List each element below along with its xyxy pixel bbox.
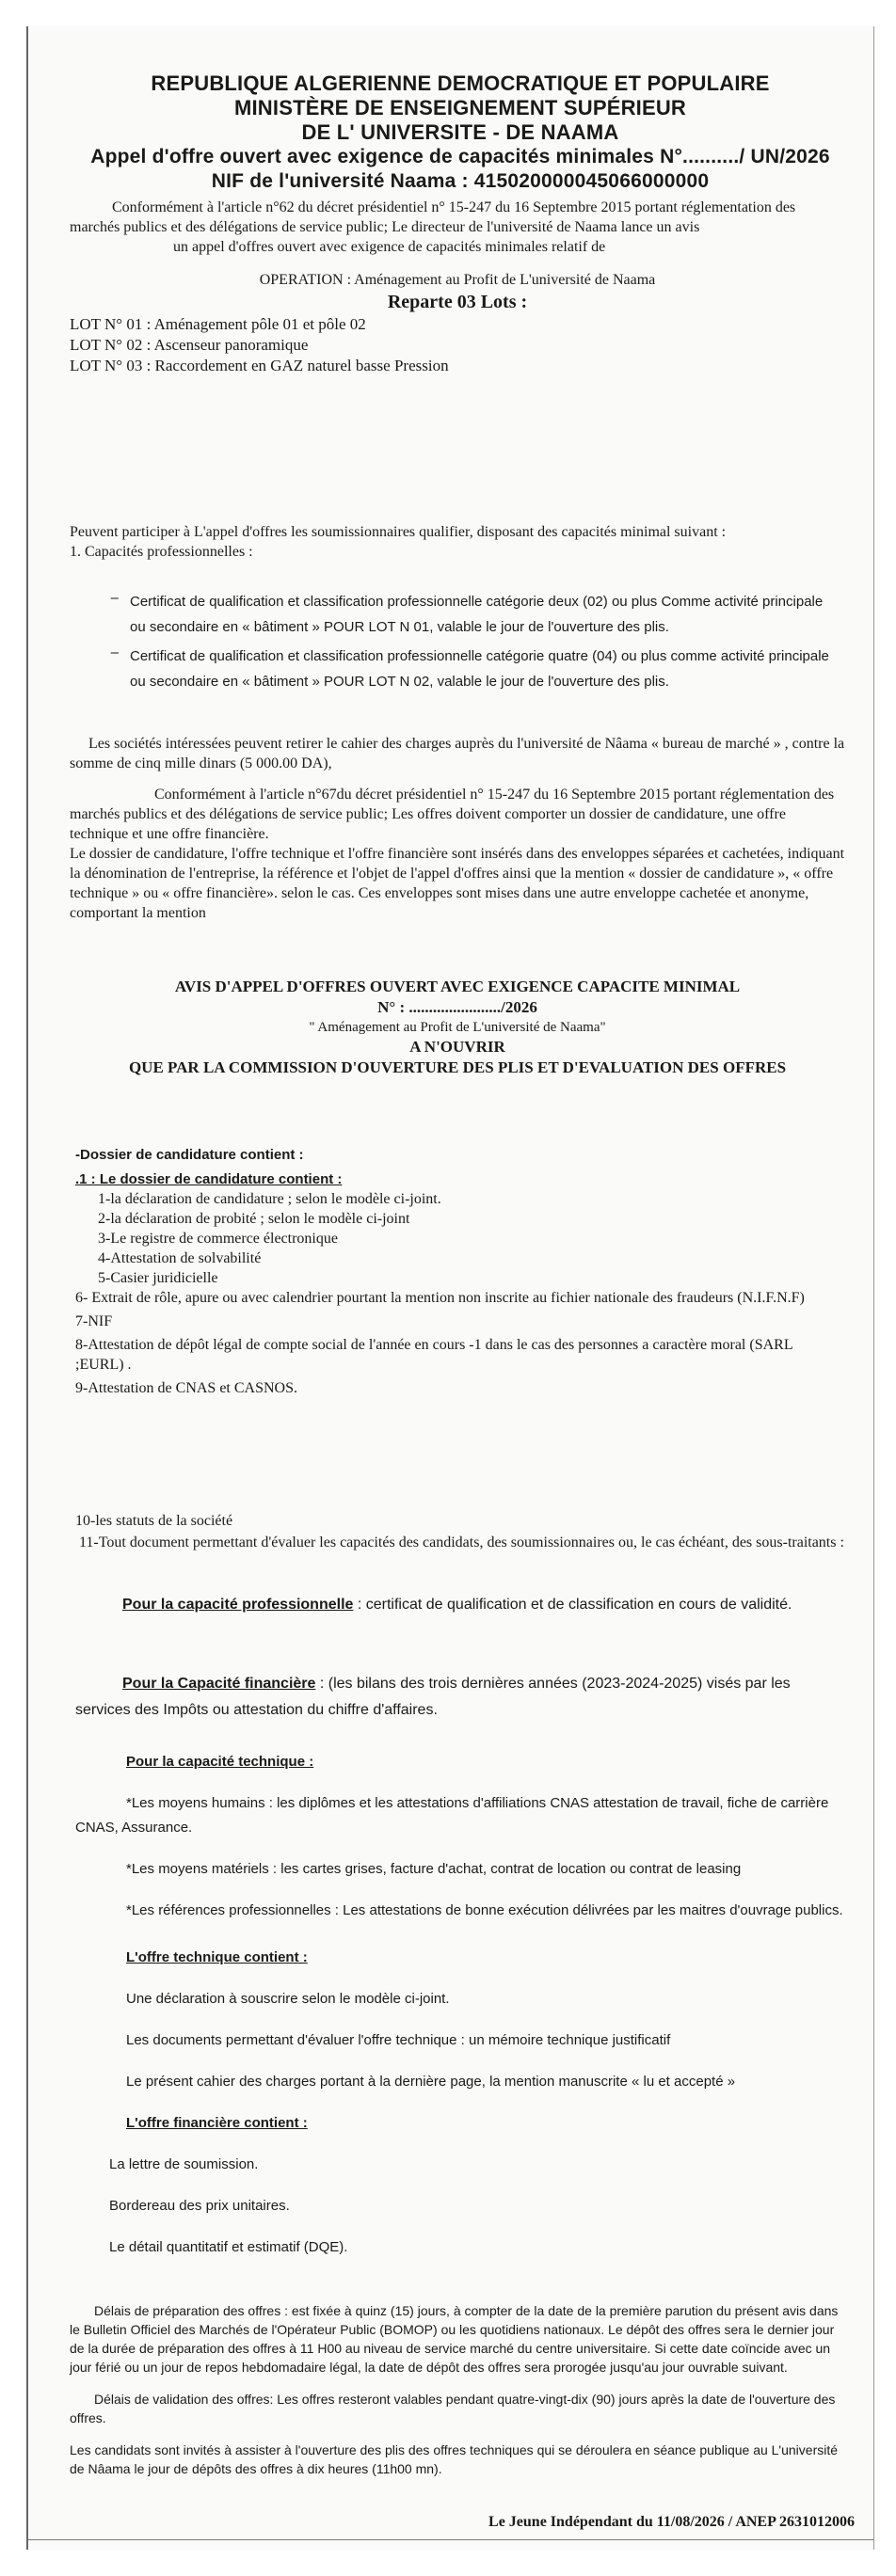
lot-item: LOT N° 02 : Ascenseur panoramique bbox=[70, 336, 309, 354]
lot-item: LOT N° 03 : Raccordement en GAZ naturel basse Pression bbox=[70, 357, 449, 374]
dossier-heading: -Dossier de candidature contient : bbox=[75, 1147, 304, 1163]
list-item: La lettre de soumission. bbox=[109, 2156, 259, 2172]
operation: OPERATION : Aménagement au Profit de L'université de Naama bbox=[259, 272, 656, 288]
appel-title: Appel d'offre ouvert avec exigence de capacités minimales N°........../ UN/2026 bbox=[90, 146, 830, 167]
list-item: 5-Casier juridicielle bbox=[98, 1270, 218, 1286]
capacites-section bbox=[70, 522, 845, 562]
commission-line: QUE PAR LA COMMISSION D'OUVERTURE DES PLIS ET D'EVALUATION DES OFFRES bbox=[128, 1058, 787, 1076]
retrait-p1: Les sociétés intéressées peuvent retirer le cahier des charges auprès du l'université de Nâama « bureau de marché » , contre la somme de cinq mille dinars (5 000.00 DA), bbox=[70, 736, 845, 771]
avis-title: AVIS D'APPEL D'OFFRES OUVERT AVEC EXIGENCE CAPACITE MINIMAL bbox=[174, 978, 741, 995]
dossier-list-2 bbox=[75, 1288, 845, 1398]
moyens-materiels: *Les moyens matériels : les cartes grises, facture d'achat, contrat de location ou contrat de leasing bbox=[126, 1861, 742, 1877]
invitation: Les candidats sont invités à assister à l'ouverture des plis des offres techniques qui se déroulera en séance publique au L'université de Nâama le jour de dépôts des offres à dix heures (11h00 mn). bbox=[70, 2442, 839, 2476]
header bbox=[75, 72, 845, 194]
list-item: Bordereau des prix unitaires. bbox=[109, 2198, 290, 2214]
list-item: Les documents permettant d'évaluer l'offre technique : un mémoire technique justificatif bbox=[126, 2032, 671, 2048]
header-line2: MINISTÈRE DE ENSEIGNEMENT SUPÉRIEUR bbox=[233, 96, 687, 119]
list-item: 4-Attestation de solvabilité bbox=[98, 1250, 262, 1266]
retrait-section bbox=[70, 734, 845, 923]
capacite-fin bbox=[75, 1671, 845, 1724]
lot-item: LOT N° 01 : Aménagement pôle 01 et pôle 02 bbox=[70, 315, 366, 333]
avis-section bbox=[70, 977, 845, 1078]
capacite-pro-text: : certificat de qualification et de classification en cours de validité. bbox=[353, 1597, 792, 1613]
offre-tech-label: L'offre technique contient : bbox=[126, 1949, 308, 1965]
a-nouvrir: A N'OUVRIR bbox=[409, 1038, 505, 1056]
moyens-humains: *Les moyens humains : les diplômes et les attestations d'affiliations CNAS attestation de travail, fiche de carrière CNAS, Assurance. bbox=[75, 1795, 829, 1836]
capacite-tech-label: Pour la capacité technique : bbox=[126, 1754, 314, 1770]
offre-fin bbox=[109, 2111, 845, 2260]
list-item: 1-la déclaration de candidature ; selon le modèle ci-joint. bbox=[98, 1191, 441, 1207]
offre-fin-label: L'offre financière contient : bbox=[126, 2115, 308, 2131]
retrait-p2: Conformément à l'article n°67du décret présidentiel n° 15-247 du 16 Septembre 2015 portant réglementation des marchés publics et des délégations de service public; Les offres doivent comporter un dossier de candidature, une offre technique et une offre financière. bbox=[70, 787, 835, 842]
dossier-section-2 bbox=[75, 1511, 845, 1555]
list-item: 7-NIF bbox=[75, 1313, 113, 1329]
header-line1: REPUBLIQUE ALGERIENNE DEMOCRATIQUE ET POPULAIRE bbox=[151, 72, 770, 95]
delais-validation: Délais de validation des offres: Les offres resteront valables pendant quatre-vingt-dix (90) jours après la date de l'ouverture des offres. bbox=[70, 2392, 836, 2425]
capacites-bullets bbox=[104, 589, 836, 694]
bullet-item: – Certificat de qualification et classification professionnelle catégorie quatre (04) ou plus comme activité principale ou secondaire en « bâtiment » POUR LOT N 02, valable le jour de l'ouverture des plis. bbox=[110, 644, 829, 690]
delais-section bbox=[70, 2301, 845, 2478]
intro bbox=[70, 198, 845, 376]
bullet-item: – Certificat de qualification et classification professionnelle catégorie deux (02) ou plus Comme activité principale ou secondaire en « bâtiment » POUR LOT N 01, valable le jour de l'ouverture des plis. bbox=[110, 590, 824, 635]
dossier-list bbox=[75, 1189, 845, 1288]
footer-rule bbox=[28, 2539, 873, 2540]
capacite-fin-label: Pour la Capacité financière bbox=[122, 1676, 316, 1692]
list-item: Une déclaration à souscrire selon le modèle ci-joint. bbox=[126, 1991, 450, 2007]
list-item: Le présent cahier des charges portant à la dernière page, la mention manuscrite « lu et accepté » bbox=[126, 2074, 736, 2090]
capacites-p2: 1. Capacités professionnelles : bbox=[70, 544, 253, 560]
offre-tech bbox=[126, 1946, 845, 2094]
list-item: 6- Extrait de rôle, apure ou avec calendrier pourtant la mention non inscrite au fichier nationale des fraudeurs (N.I.F.N.F) bbox=[75, 1290, 805, 1306]
list-item: Le détail quantitatif et estimatif (DQE). bbox=[109, 2239, 348, 2255]
avis-subtitle: " Aménagement au Profit de L'université de Naama" bbox=[309, 1020, 606, 1035]
retrait-p3: Le dossier de candidature, l'offre technique et l'offre financière sont insérés dans des enveloppes séparées et cachetées, indiquant la dénomination de l'entreprise, la référence et l'objet de l'appel d'offres ainsi que la mention « dossier de candidature », « offre technique » ou « offre financière». selon le cas. Ces enveloppes sont mises dans une autre enveloppe cachetée et anonyme, comportant la mention bbox=[70, 846, 845, 921]
capacite-tech bbox=[75, 1750, 845, 1923]
list-item: 9-Attestation de CNAS et CASNOS. bbox=[75, 1380, 297, 1396]
reparte-lots: Reparte 03 Lots : bbox=[387, 292, 528, 312]
capacite-pro bbox=[75, 1592, 845, 1618]
document-page bbox=[26, 26, 874, 2550]
dossier-sub: .1 : Le dossier de candidature contient : bbox=[75, 1171, 343, 1187]
capacite-fin-text: : (les bilans des trois dernières années (2023-2024-2025) visés par les services des Impôts ou attestation du chiffre d'affaires. bbox=[75, 1676, 791, 1718]
list-item: 2-la déclaration de probité ; selon le modèle ci-joint bbox=[98, 1211, 410, 1227]
list-item: 10-les statuts de la société bbox=[75, 1513, 233, 1529]
list-item: 8-Attestation de dépôt légal de compte social de l'année en cours -1 dans le cas des personnes a caractère moral (SARL ;EURL) . bbox=[75, 1337, 792, 1373]
intro-p2: un appel d'offres ouvert avec exigence de capacités minimales relatif de bbox=[173, 239, 606, 255]
footer-source: Le Jeune Indépendant du 11/08/2026 / ANEP 2631012006 bbox=[488, 2514, 855, 2530]
capacite-pro-label: Pour la capacité professionnelle bbox=[122, 1597, 354, 1613]
lot-list bbox=[70, 314, 845, 376]
delais-preparation: Délais de préparation des offres : est fixée à quinz (15) jours, à compter de la date de la première parution du présent avis dans le Bulletin Officiel des Marchés de l'Opérateur Public (BOMOP) ou les quotidiens nationaux. Le dépôt des offres sera le dernier jour de la durée de préparation des offres à 11 H00 au niveau de service marché du centre universitaire. Si cette date coïncide avec un jour férié ou un jour de repos hebdomadaire légal, la date de dépôt des offres sera prorogée jusqu'au jour ouvrable suivant. bbox=[70, 2303, 839, 2375]
nif-line: NIF de l'université Naama : 415020000045066000000 bbox=[211, 170, 710, 192]
list-item: 3-Le registre de commerce électronique bbox=[98, 1231, 338, 1247]
references-pro: *Les références professionnelles : Les attestations de bonne exécution délivrées par les maitres d'ouvrage publics. bbox=[126, 1902, 843, 1918]
list-item: 11-Tout document permettant d'évaluer les capacités des candidats, des soumissionnaires ou, le cas échéant, des sous-traitants : bbox=[79, 1534, 844, 1550]
avis-number: N° : ......................./2026 bbox=[377, 998, 537, 1016]
dossier-section bbox=[75, 1146, 845, 1398]
header-line3: DE L' UNIVERSITE - DE NAAMA bbox=[301, 120, 619, 144]
intro-p1: Conformément à l'article n°62 du décret présidentiel n° 15-247 du 16 Septembre 2015 portant réglementation des marchés publics et des délégations de service public; Le directeur de l'université de Naama lance un avis bbox=[70, 199, 796, 235]
capacites-p1: Peuvent participer à L'appel d'offres les soumissionnaires qualifier, disposant des capacités minimal suivant : bbox=[70, 524, 727, 540]
